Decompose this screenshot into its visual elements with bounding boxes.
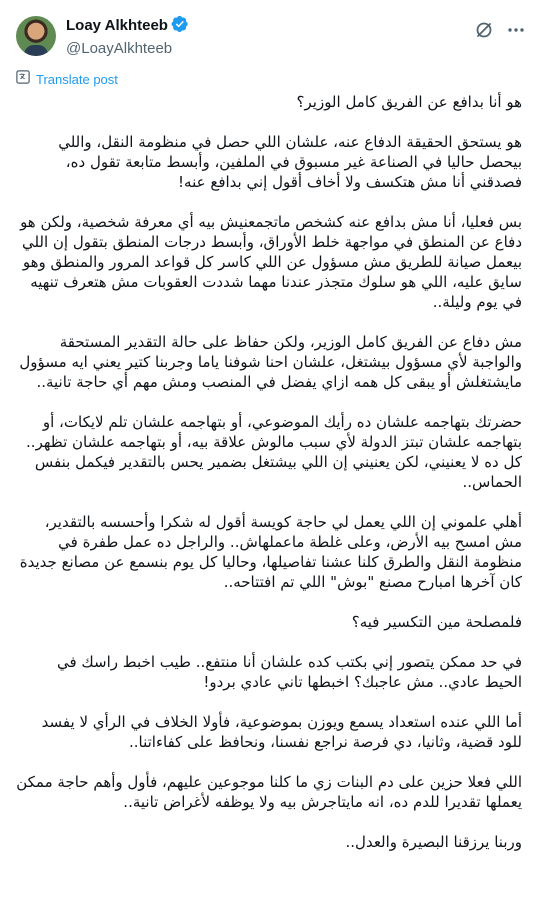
post-paragraph: في حد ممكن يتصور إني بكتب كده علشان أنا منتفع.. طيب اخبط راسك في الحيط عادي.. مش عاجبك؟ اخبطها تاني عادي بردو!	[56, 653, 522, 691]
avatar[interactable]	[16, 16, 56, 56]
post-paragraph: اللي فعلا حزين على دم البنات زي ما كلنا موجوعين عليهم، فأول وأهم حاجة ممكن يعملها تقديرا للدم ده، انه مايتاجرش بيه ولا يوظفه لأغراض تانية..	[16, 773, 522, 811]
post-text	[16, 92, 522, 852]
translate-post-label[interactable]: Translate post	[36, 71, 118, 87]
post-paragraph: أما اللي عنده استعداد يسمع ويوزن بموضوعية، فأولا الخلاف في الرأي لا يفسد للود قضية، وثانيا، دي فرصة نراجع نفسنا، ونحافظ على كفاءاتنا..	[41, 713, 522, 751]
author-handle[interactable]: @LoayAlkhteeb	[66, 40, 173, 57]
post-paragraph: بس فعليا، أنا مش بدافع عنه كشخص ماتجمعنيش بيه أي معرفة شخصية، ولكن هو دفاع عن المنطق في مواجهة خلط الأوراق، وأبسط درجات المنطق بتقول إن اللي بيعمل صيانة للطريق مش مسؤول عن اللي كاسر كل قواعد المرور والمنطق وهو سايق عليه، اللي هو سلوك متجذر عندنا مهما شددت العقوبات مش هتعرف تنهيه في يوم وليلة..	[20, 213, 522, 311]
translate-icon	[16, 70, 30, 89]
post-paragraph: مش دفاع عن الفريق كامل الوزير، ولكن حفاظ على حالة التقدير المستحقة والواجبة لأي مسؤول بيشتغل، علشان احنا شوفنا ياما وجربنا كتير يعني ايه مسؤول مايشتغلش أو يبقى كل همه ازاي يفضل في المنصب ومش مهم أي حاجة تانية..	[19, 333, 522, 391]
author-info	[66, 15, 189, 59]
author-display-name[interactable]	[66, 15, 189, 39]
verified-badge-icon[interactable]	[171, 15, 189, 39]
more-icon[interactable]	[506, 20, 526, 45]
post-paragraph: هو يستحق الحقيقة الدفاع عنه، علشان اللي حصل في منظومة النقل، واللي بيحصل حاليا في الصناعة غير مسبوق في الملفين، وأبسط متابعة تقول ده، فصدقني أنا مش هتكسف ولا أخاف أقول إني بدافع عنه!	[58, 133, 522, 191]
post-paragraph: حضرتك بتهاجمه علشان ده رأيك الموضوعي، أو بتهاجمه علشان تلم لايكات، أو بتهاجمه علشان تبتز الدولة لأي سبب مالوش علاقة بيه، أو بتهاجمه علشان تظهر.. كل ده لا يعنيني، لكن يعنيني إن اللي بيشتغل بضمير يحس بالتقدير فيكمل بنفس الحماس..	[26, 413, 522, 491]
post-paragraph: وربنا يرزقنا البصيرة والعدل..	[345, 833, 522, 851]
post-paragraph: هو أنا بدافع عن الفريق كامل الوزير؟	[296, 93, 522, 111]
grok-icon[interactable]	[474, 20, 494, 45]
post-paragraph: فلمصلحة مين التكسير فيه؟	[351, 613, 522, 631]
post-header	[16, 14, 526, 60]
post-paragraph: أهلي علموني إن اللي يعمل لي حاجة كويسة أقول له شكرا وأحسسه بالتقدير، مش امسح بيه الأرض، وعلى غلطة ماعملهاش.. والراجل ده عمل طفرة في منظومة النقل والطرق كلنا عشنا تفاصيلها، وحاليا كل يوم بنسمع عن مصانع جديدة كان آخرها امبارح مصنع "بوش" اللي تم افتتاحه..	[19, 513, 522, 591]
author-name-text[interactable]: Loay Alkhteeb	[66, 17, 168, 34]
avatar-shirt	[24, 45, 48, 56]
translate-post-link[interactable]	[16, 70, 118, 88]
